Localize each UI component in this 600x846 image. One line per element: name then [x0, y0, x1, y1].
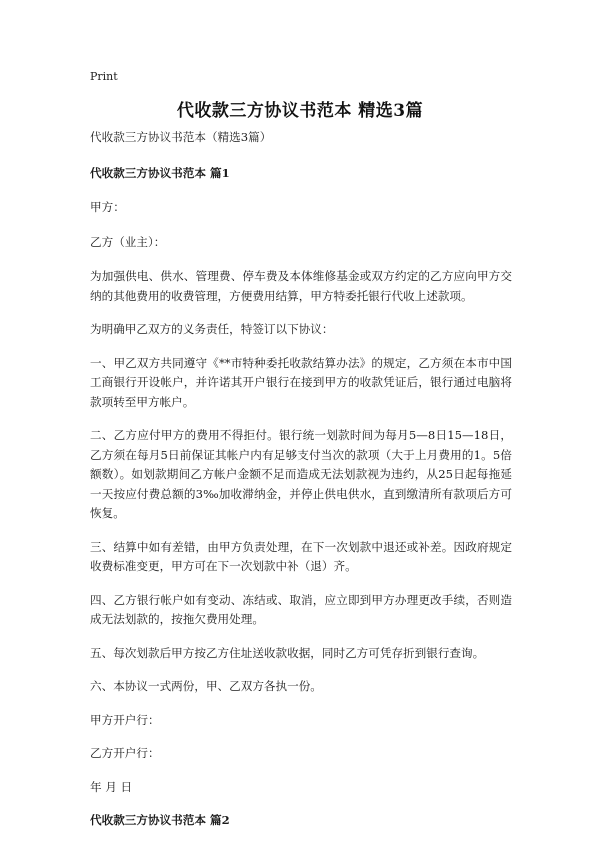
- party-a-bank-label: 甲方开户行：: [90, 712, 160, 727]
- clause-4: 四、乙方银行帐户如有变动、冻结或、取消，应立即到甲方办理更改手续，否则造成无法划款的，按拖欠费用处理。: [90, 592, 512, 626]
- section-heading-1: 代收款三方协议书范本 篇1: [90, 165, 230, 180]
- clause-5: 五、每次划款后甲方按乙方住址送收款收据，同时乙方可凭存折到银行查询。: [90, 645, 485, 660]
- section-heading-2: 代收款三方协议书范本 篇2: [90, 813, 230, 827]
- clause-1: 一、甲乙双方共同遵守《**市特种委托收款结算办法》的规定，乙方须在本市中国工商银行开设帐户，并许诺其开户银行在接到甲方的收款凭证后，银行通过电脑将款项转至甲方帐户。: [90, 355, 512, 409]
- clause-2: 二、乙方应付甲方的费用不得拒付。银行统一划款时间为每月5—8日15—18日，乙方须在每月5日前保证其帐户内有足够支付当次的款项（大于上月费用的1。5倍额数）。如划款期间乙方帐户金额不足而造成无法划款视为违约，从25日起每拖延一天按应付费总额的3‰加收滞纳金，并停止供电供水，直到缴清所有款项后方可恢复。: [90, 428, 512, 520]
- date-line: 年 月 日: [90, 779, 133, 794]
- paragraph-intro: 为加强供电、供水、管理费、停车费及本体维修基金或双方约定的乙方应向甲方交纳的其他费用的收费管理，方便费用结算，甲方特委托银行代收上述款项。: [90, 269, 512, 303]
- document-subtitle: 代收款三方协议书范本（精选3篇）: [90, 130, 272, 144]
- clause-6: 六、本协议一式两份，甲、乙双方各执一份。: [90, 679, 322, 693]
- party-b-bank-label: 乙方开户行：: [90, 746, 160, 760]
- party-b-label: 乙方（业主）：: [90, 234, 166, 249]
- print-link[interactable]: Print: [90, 70, 118, 83]
- clause-3: 三、结算中如有差错，由甲方负责处理，在下一次划款中退还或补差。因政府规定收费标准变更，甲方可在下一次划款中补（退）齐。: [90, 539, 512, 573]
- paragraph-agreement-lead: 为明确甲乙双方的义务责任，特签订以下协议：: [90, 322, 334, 336]
- document-title: 代收款三方协议书范本 精选3篇: [176, 101, 424, 121]
- document-body: [90, 128, 512, 846]
- party-a-label: 甲方：: [90, 200, 125, 214]
